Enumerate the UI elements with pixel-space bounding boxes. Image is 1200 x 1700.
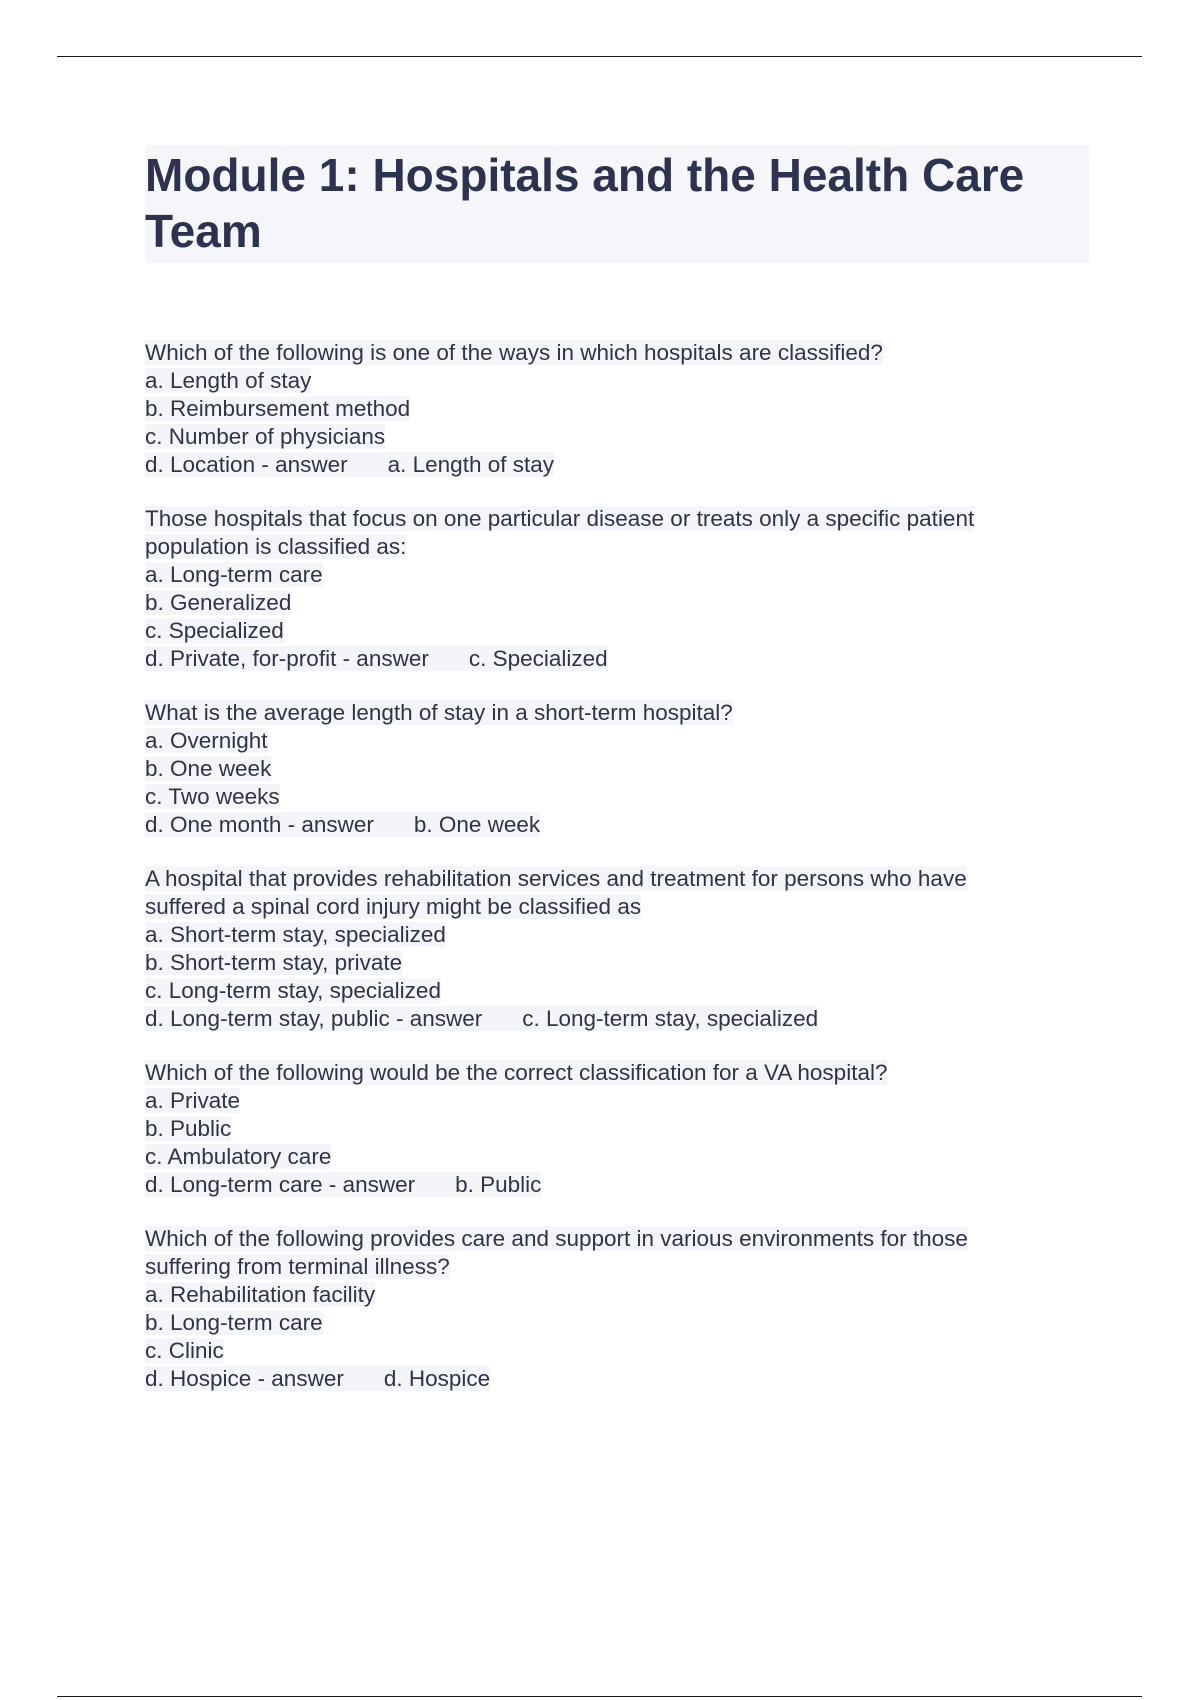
question-3 <box>145 699 1085 839</box>
question-4 <box>145 865 1085 1033</box>
option-c: c. Two weeks <box>145 784 280 809</box>
option-b: b. Generalized <box>145 590 292 615</box>
answer-text: d. Hospice <box>383 1366 491 1391</box>
option-d-with-answer <box>145 451 1085 479</box>
question-prompt: A hospital that provides rehabilitation services and treatment for persons who have <box>145 866 967 891</box>
option-a: a. Overnight <box>145 728 268 753</box>
option-b: b. One week <box>145 756 272 781</box>
question-list <box>145 339 1085 1419</box>
option-d: d. Location - answer <box>145 452 348 477</box>
option-d-with-answer <box>145 1365 1085 1393</box>
option-d-with-answer <box>145 811 1085 839</box>
option-d-with-answer <box>145 1171 1085 1199</box>
option-a: a. Rehabilitation facility <box>145 1282 376 1307</box>
top-rule <box>57 56 1142 57</box>
option-b: b. Long-term care <box>145 1310 323 1335</box>
question-prompt: Those hospitals that focus on one particular disease or treats only a specific patient <box>145 506 975 531</box>
page-title: Module 1: Hospitals and the Health Care Team <box>145 145 1089 263</box>
question-prompt-continued: suffering from terminal illness? <box>145 1254 450 1279</box>
option-c: c. Number of physicians <box>145 424 386 449</box>
option-d: d. Hospice - answer <box>145 1366 344 1391</box>
option-d: d. Long-term stay, public - answer <box>145 1006 483 1031</box>
question-prompt-continued: population is classified as: <box>145 534 407 559</box>
bottom-rule <box>57 1696 1142 1697</box>
question-prompt: Which of the following provides care and support in various environments for those <box>145 1226 968 1251</box>
option-c: c. Ambulatory care <box>145 1144 332 1169</box>
question-prompt: Which of the following would be the correct classification for a VA hospital? <box>145 1060 888 1085</box>
option-b: b. Reimbursement method <box>145 396 411 421</box>
question-1 <box>145 339 1085 479</box>
answer-text: a. Length of stay <box>387 452 554 477</box>
option-b: b. Short-term stay, private <box>145 950 403 975</box>
question-prompt-continued: suffered a spinal cord injury might be classified as <box>145 894 642 919</box>
answer-text: c. Long-term stay, specialized <box>522 1006 819 1031</box>
option-d-with-answer <box>145 645 1085 673</box>
option-c: c. Specialized <box>145 618 284 643</box>
option-d-with-answer <box>145 1005 1085 1033</box>
option-a: a. Long-term care <box>145 562 323 587</box>
answer-text: b. One week <box>413 812 541 837</box>
answer-text: b. Public <box>455 1172 542 1197</box>
option-a: a. Private <box>145 1088 241 1113</box>
option-d: d. Private, for-profit - answer <box>145 646 429 671</box>
question-5 <box>145 1059 1085 1199</box>
option-a: a. Length of stay <box>145 368 312 393</box>
question-2 <box>145 505 1085 673</box>
option-c: c. Clinic <box>145 1338 224 1363</box>
option-d: d. Long-term care - answer <box>145 1172 416 1197</box>
option-d: d. One month - answer <box>145 812 374 837</box>
option-c: c. Long-term stay, specialized <box>145 978 441 1003</box>
answer-text: c. Specialized <box>468 646 608 671</box>
question-6 <box>145 1225 1085 1393</box>
question-prompt: Which of the following is one of the ways in which hospitals are classified? <box>145 340 883 365</box>
option-a: a. Short-term stay, specialized <box>145 922 446 947</box>
option-b: b. Public <box>145 1116 232 1141</box>
question-prompt: What is the average length of stay in a short-term hospital? <box>145 700 733 725</box>
